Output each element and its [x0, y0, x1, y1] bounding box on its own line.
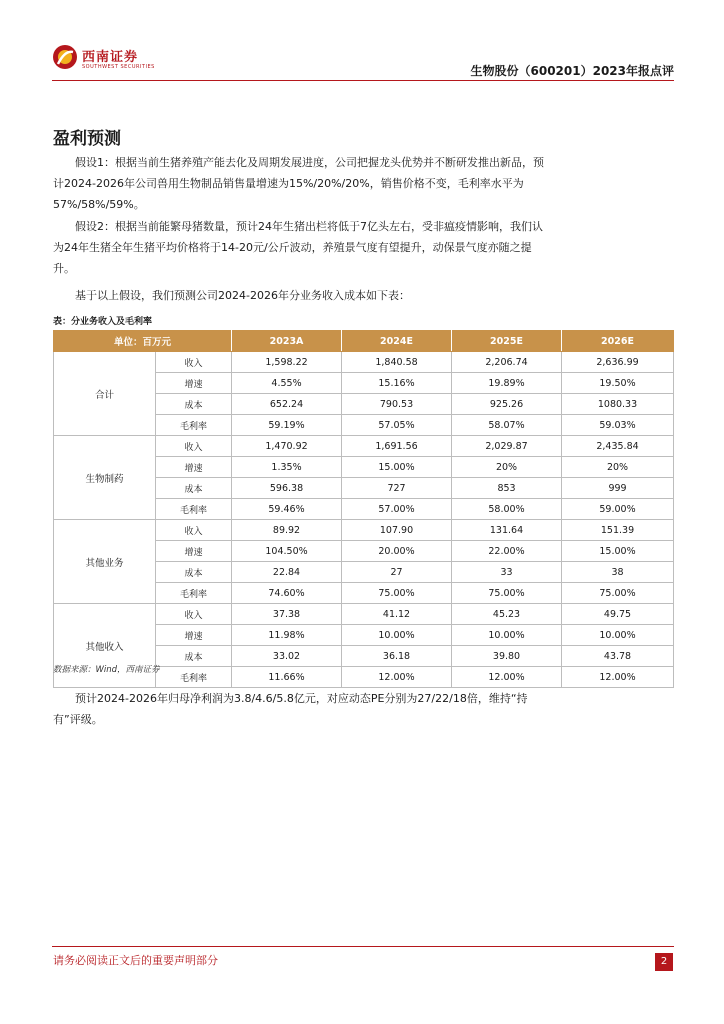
value-cell: 33.02: [232, 646, 342, 667]
value-cell: 49.75: [562, 604, 674, 625]
metric-label: 增速: [156, 373, 232, 394]
value-cell: 38: [562, 562, 674, 583]
value-cell: 2,636.99: [562, 352, 674, 373]
table-caption: 表：分业务收入及毛利率: [53, 317, 153, 327]
metric-label: 收入: [156, 604, 232, 625]
value-cell: 107.90: [342, 520, 452, 541]
segment-name: 合计: [54, 352, 156, 436]
value-cell: 41.12: [342, 604, 452, 625]
value-cell: 58.00%: [452, 499, 562, 520]
value-cell: 89.92: [232, 520, 342, 541]
metric-label: 收入: [156, 520, 232, 541]
table-row: [54, 352, 674, 373]
value-cell: 2,029.87: [452, 436, 562, 457]
value-cell: 596.38: [232, 478, 342, 499]
value-cell: 75.00%: [342, 583, 452, 604]
value-cell: 652.24: [232, 394, 342, 415]
year-header: 2024E: [342, 331, 452, 352]
header-divider: [52, 80, 674, 81]
value-cell: 925.26: [452, 394, 562, 415]
metric-label: 成本: [156, 478, 232, 499]
forecast-table-container: [53, 330, 673, 688]
assumption-1-paragraph: 假设1：根据当前生猪养殖产能去化及周期发展进度，公司把握龙头优势并不断研发推出新品，预计2024-2026年公司兽用生物制品销售量增速为15%/20%/20%，销售价格不变，毛利率水平为57%/58%/59%。: [53, 156, 544, 211]
value-cell: 790.53: [342, 394, 452, 415]
value-cell: 22.84: [232, 562, 342, 583]
metric-label: 增速: [156, 457, 232, 478]
metric-label: 增速: [156, 625, 232, 646]
value-cell: 11.98%: [232, 625, 342, 646]
value-cell: 59.03%: [562, 415, 674, 436]
year-header: 2023A: [232, 331, 342, 352]
metric-label: 收入: [156, 436, 232, 457]
segment-name: 其他收入: [54, 604, 156, 688]
value-cell: 10.00%: [562, 625, 674, 646]
table-header-row: [54, 331, 674, 352]
table-row: [54, 604, 674, 625]
value-cell: 151.39: [562, 520, 674, 541]
valuation-paragraph: 预计2024-2026年归母净利润为3.8/4.6/5.8亿元，对应动态PE分别为27/22/18倍，维持“持有”评级。: [53, 692, 528, 726]
year-header: 2026E: [562, 331, 674, 352]
value-cell: 37.38: [232, 604, 342, 625]
metric-label: 增速: [156, 541, 232, 562]
value-cell: 57.00%: [342, 499, 452, 520]
value-cell: 15.00%: [342, 457, 452, 478]
value-cell: 59.00%: [562, 499, 674, 520]
value-cell: 33: [452, 562, 562, 583]
value-cell: 1.35%: [232, 457, 342, 478]
data-source: 数据来源：Wind，西南证券: [53, 665, 160, 675]
value-cell: 1,840.58: [342, 352, 452, 373]
value-cell: 45.23: [452, 604, 562, 625]
table-intro-paragraph: 基于以上假设，我们预测公司2024-2026年分业务收入成本如下表：: [75, 289, 410, 302]
value-cell: 59.46%: [232, 499, 342, 520]
value-cell: 853: [452, 478, 562, 499]
value-cell: 74.60%: [232, 583, 342, 604]
value-cell: 999: [562, 478, 674, 499]
value-cell: 131.64: [452, 520, 562, 541]
value-cell: 12.00%: [452, 667, 562, 688]
value-cell: 1,691.56: [342, 436, 452, 457]
year-header: 2025E: [452, 331, 562, 352]
metric-label: 收入: [156, 352, 232, 373]
disclaimer-note: 请务必阅读正文后的重要声明部分: [53, 954, 218, 967]
forecast-table: [53, 330, 674, 688]
metric-label: 毛利率: [156, 667, 232, 688]
report-title: 生物股份（600201）2023年报点评: [470, 64, 674, 78]
value-cell: 11.66%: [232, 667, 342, 688]
value-cell: 1,598.22: [232, 352, 342, 373]
value-cell: 20%: [452, 457, 562, 478]
segment-name: 生物制药: [54, 436, 156, 520]
value-cell: 12.00%: [562, 667, 674, 688]
unit-header: 单位：百万元: [54, 331, 232, 352]
value-cell: 19.50%: [562, 373, 674, 394]
metric-label: 成本: [156, 562, 232, 583]
metric-label: 毛利率: [156, 499, 232, 520]
value-cell: 4.55%: [232, 373, 342, 394]
value-cell: 27: [342, 562, 452, 583]
company-logo: [52, 42, 162, 76]
logo-emblem-icon: [52, 44, 78, 70]
metric-label: 毛利率: [156, 415, 232, 436]
value-cell: 59.19%: [232, 415, 342, 436]
logo-chinese-name: 西南证券: [82, 50, 139, 65]
value-cell: 20%: [562, 457, 674, 478]
value-cell: 20.00%: [342, 541, 452, 562]
value-cell: 19.89%: [452, 373, 562, 394]
value-cell: 39.80: [452, 646, 562, 667]
table-row: [54, 520, 674, 541]
value-cell: 10.00%: [452, 625, 562, 646]
value-cell: 22.00%: [452, 541, 562, 562]
value-cell: 15.16%: [342, 373, 452, 394]
value-cell: 15.00%: [562, 541, 674, 562]
value-cell: 727: [342, 478, 452, 499]
assumption-2-paragraph: 假设2：根据当前能繁母猪数量，预计24年生猪出栏将低于7亿头左右，受非瘟疫情影响，我们认为24年生猪全年生猪平均价格将于14-20元/公斤波动，养殖景气度有望提升，动保景气度亦随之提升。: [53, 220, 543, 275]
value-cell: 36.18: [342, 646, 452, 667]
value-cell: 57.05%: [342, 415, 452, 436]
value-cell: 75.00%: [452, 583, 562, 604]
page-number: 2: [655, 953, 673, 971]
value-cell: 1,470.92: [232, 436, 342, 457]
metric-label: 成本: [156, 646, 232, 667]
value-cell: 1080.33: [562, 394, 674, 415]
footer-divider: [52, 946, 674, 947]
logo-english-name: SOUTHWEST SECURITIES: [82, 64, 155, 70]
value-cell: 2,206.74: [452, 352, 562, 373]
segment-name: 其他业务: [54, 520, 156, 604]
metric-label: 成本: [156, 394, 232, 415]
value-cell: 43.78: [562, 646, 674, 667]
metric-label: 毛利率: [156, 583, 232, 604]
value-cell: 2,435.84: [562, 436, 674, 457]
table-row: [54, 436, 674, 457]
section-title: 盈利预测: [53, 129, 121, 149]
value-cell: 75.00%: [562, 583, 674, 604]
value-cell: 58.07%: [452, 415, 562, 436]
value-cell: 10.00%: [342, 625, 452, 646]
value-cell: 104.50%: [232, 541, 342, 562]
value-cell: 12.00%: [342, 667, 452, 688]
